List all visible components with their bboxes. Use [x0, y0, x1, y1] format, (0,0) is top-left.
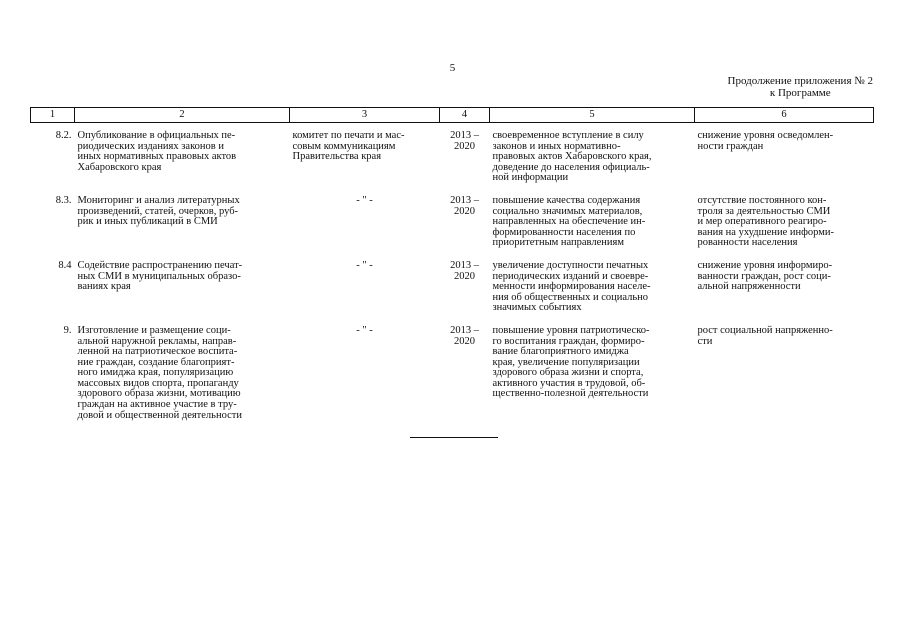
activity-name-line: Хабаровского края — [77, 161, 162, 173]
consequence-cell — [695, 188, 874, 253]
expected-result-line: социально значимых материалов, — [492, 205, 643, 217]
table-row — [31, 318, 874, 425]
expected-result-line: значимых событиях — [492, 302, 582, 314]
expected-result-cell — [490, 188, 695, 253]
period-line: 2020 — [454, 140, 475, 152]
column-header: 2 — [75, 108, 290, 123]
table-row — [31, 123, 874, 188]
activity-name-line: ных СМИ в муниципальных образо- — [77, 270, 241, 282]
column-header: 4 — [440, 108, 490, 123]
period-line: 2020 — [454, 270, 475, 282]
expected-result-line: периодических изданий и своевре- — [492, 270, 649, 282]
column-header: 3 — [290, 108, 440, 123]
period-line: 2020 — [454, 335, 475, 347]
expected-result-line: формированности населения по — [492, 226, 636, 238]
expected-result-line: повышение уровня патриотическо- — [492, 324, 650, 336]
column-header: 6 — [695, 108, 874, 123]
period-line: 2013 – — [450, 194, 479, 206]
page-number: 5 — [449, 62, 456, 74]
expected-result-line: активного участия в трудовой, об- — [492, 377, 646, 389]
executor-line: - " - — [356, 194, 373, 206]
activity-name-line: здорового образа жизни, мотивацию — [77, 388, 241, 400]
program-activities-table — [30, 107, 874, 425]
expected-result-cell — [490, 123, 695, 188]
expected-result-line: правовых актов Хабаровского края, — [492, 151, 652, 163]
executor-cell — [290, 253, 440, 318]
executor-line: - " - — [356, 259, 373, 271]
item-number-cell: 8.2. — [55, 130, 72, 141]
activity-name-line: произведений, статей, очерков, руб- — [77, 205, 239, 217]
activity-name-line: Мониторинг и анализ литературных — [77, 194, 240, 206]
table-row — [31, 253, 874, 318]
item-number-cell: 8.3. — [55, 194, 72, 206]
expected-result-line: повышение качества содержания — [492, 194, 641, 206]
period-cell — [440, 188, 490, 253]
expected-result-line: го воспитания граждан, формиро- — [492, 335, 645, 347]
activity-name-line: ние граждан, создание благоприят- — [77, 356, 235, 368]
expected-result-line: ной информации — [492, 172, 569, 184]
activity-name-line: рик и иных публикаций в СМИ — [77, 216, 218, 228]
end-rule — [410, 437, 498, 438]
expected-result-line: вание благоприятного имиджа — [492, 346, 629, 358]
item-number-cell: 9. — [63, 324, 72, 336]
table-row — [31, 188, 874, 253]
period-line: 2020 — [454, 205, 475, 217]
activity-name-line: альной наружной рекламы, направ- — [77, 335, 237, 347]
executor-cell — [290, 318, 440, 425]
executor-line: - " - — [356, 324, 373, 336]
executor-cell — [290, 188, 440, 253]
activity-name-line: граждан на активное участие в тру- — [77, 399, 237, 411]
consequence-line: ности граждан — [697, 140, 764, 152]
consequence-line: сти — [697, 335, 713, 347]
appendix-line-1: Продолжение приложения № 2 — [727, 75, 873, 87]
consequence-cell — [695, 253, 874, 318]
expected-result-line: менности информирования населе- — [492, 281, 651, 293]
expected-result-line: края, увеличение популяризации — [492, 356, 640, 368]
period-cell — [440, 123, 490, 188]
activity-name-line: Изготовление и размещение соци- — [77, 324, 231, 336]
expected-result-line: ния об общественных и социально — [492, 291, 649, 303]
activity-name-line: ного имиджа края, популяризацию — [77, 367, 234, 379]
consequence-line: снижение уровня осведомлен- — [697, 130, 834, 141]
activity-name-line: довой и общественной деятельности — [77, 409, 242, 421]
activity-name-cell — [75, 253, 290, 318]
consequence-cell — [695, 318, 874, 425]
expected-result-line: своевременное вступление в силу — [492, 130, 644, 141]
expected-result-line: доведение до населения официаль- — [492, 161, 650, 173]
table-header-row — [31, 108, 874, 123]
expected-result-line: увеличение доступности печатных — [492, 259, 649, 271]
activity-name-line: ваниях края — [77, 281, 131, 293]
expected-result-line: здорового образа жизни и спорта, — [492, 367, 644, 379]
column-header: 5 — [490, 108, 695, 123]
item-number-cell: 8.4 — [58, 259, 72, 271]
activity-name-line: иных нормативных правовых актов — [77, 151, 237, 163]
appendix-caption — [728, 75, 873, 99]
table-body — [31, 123, 874, 426]
activity-name-line: Содействие распространению печат- — [77, 259, 243, 271]
period-cell — [440, 318, 490, 425]
activity-name-line: риодических изданиях законов и — [77, 140, 224, 152]
activity-name-cell — [75, 318, 290, 425]
expected-result-line: законов и иных нормативно- — [492, 140, 621, 152]
period-line: 2013 – — [450, 130, 479, 141]
consequence-line: и мер оперативного реагиро- — [697, 216, 827, 228]
activity-name-line: ленной на патриотическое воспита- — [77, 346, 238, 358]
consequence-line: рост социальной напряженно- — [697, 324, 833, 336]
executor-cell — [290, 123, 440, 188]
consequence-line: троля за деятельностью СМИ — [697, 205, 831, 217]
activity-name-cell — [75, 188, 290, 253]
consequence-line: отсутствие постоянного кон- — [697, 194, 827, 206]
expected-result-line: направленных на обеспечение ин- — [492, 216, 646, 228]
expected-result-cell — [490, 253, 695, 318]
executor-line: совым коммуникациям — [292, 140, 396, 152]
executor-line: комитет по печати и мас- — [292, 130, 405, 141]
consequence-line: ванности граждан, рост соци- — [697, 270, 831, 282]
activity-name-line: массовых видов спорта, пропаганду — [77, 377, 239, 389]
consequence-cell — [695, 123, 874, 188]
activity-name-cell — [75, 123, 290, 188]
period-line: 2013 – — [450, 324, 479, 336]
appendix-line-2: к Программе — [769, 87, 831, 99]
executor-line: Правительства края — [292, 151, 382, 163]
consequence-line: вания на ухудшение информи- — [697, 226, 835, 238]
consequence-line: альной напряженности — [697, 281, 801, 293]
period-cell — [440, 253, 490, 318]
period-line: 2013 – — [450, 259, 479, 271]
activity-name-line: Опубликование в официальных пе- — [77, 130, 236, 141]
consequence-line: рованности населения — [697, 237, 798, 249]
consequence-line: снижение уровня информиро- — [697, 259, 833, 271]
expected-result-line: приоритетным направлениям — [492, 237, 624, 249]
column-header: 1 — [31, 108, 75, 123]
expected-result-line: щественно-полезной деятельности — [492, 388, 649, 400]
expected-result-cell — [490, 318, 695, 425]
